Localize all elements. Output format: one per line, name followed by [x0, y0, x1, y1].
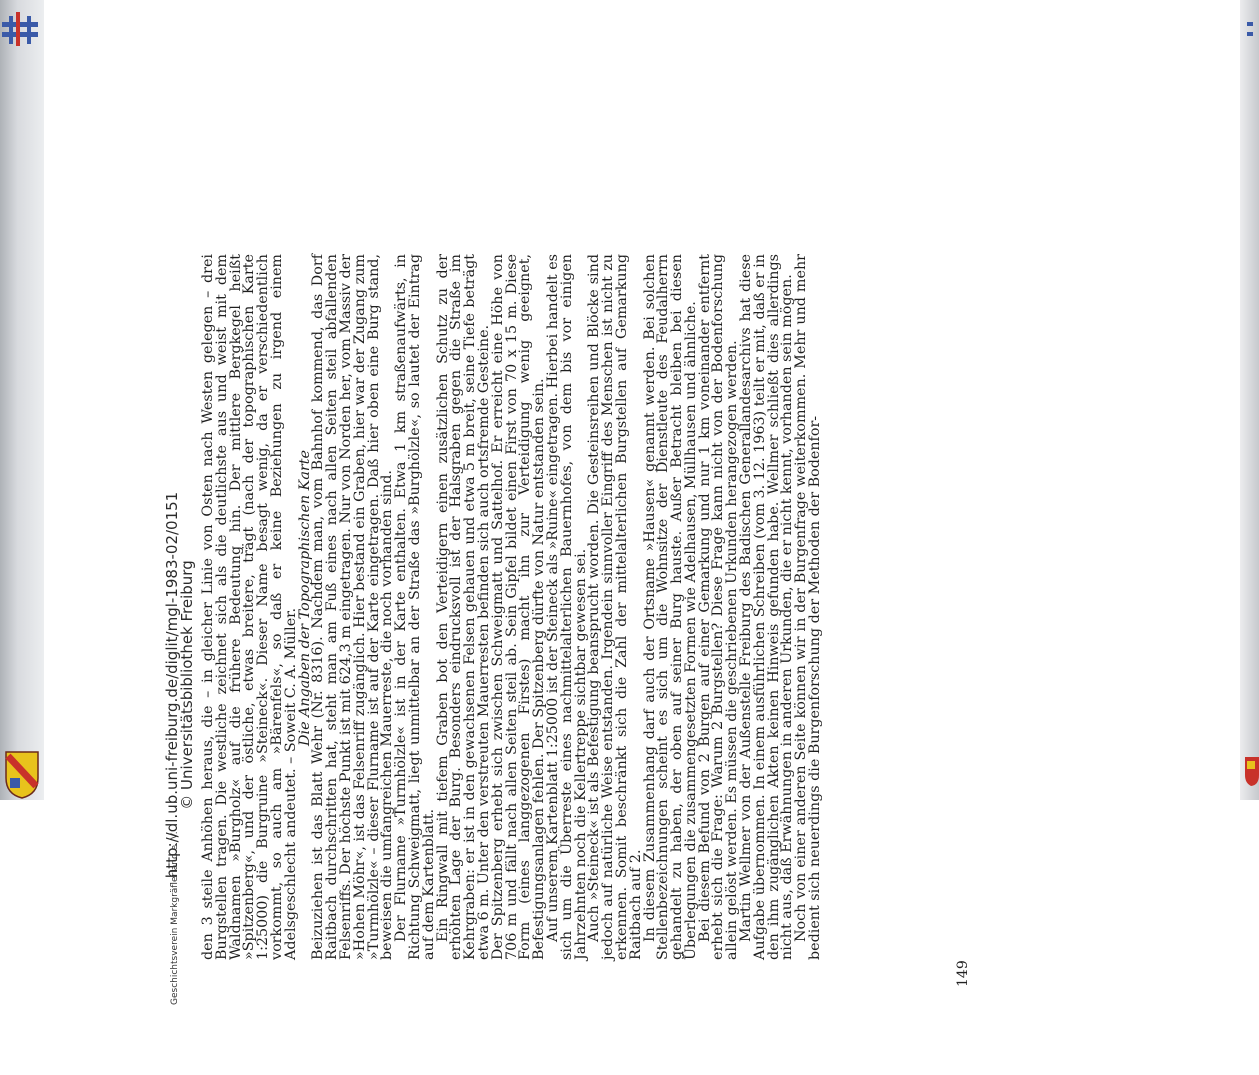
paragraph: Noch von einer anderen Seite können wir in der Burgenfrage weiterkommen. Mehr und mehr bedient sich neuerdings die Burgenforschung der Methoden der Bodenfor- [793, 254, 824, 960]
viewer-right-margin [1240, 0, 1259, 800]
page-body-text [202, 254, 823, 960]
right-crest-fragment-icon [1245, 755, 1259, 787]
right-logo-fragment-icon [1246, 20, 1254, 40]
paragraph: Ein Ringwall mit tiefem Graben bot den Verteidigern einen zusätzlichen Schutz zu der erhöhten Lage der Burg. Besonders eindrucksvoll ist der Halsgraben gegen die Straße im Kehrgraben: er ist in den gewachsenen Felsen gehauen und etwa 5 m breit, seine Tiefe beträgt etwa 6 m. Unter den verstreuten Mauerresten befinden sich auch ortsfremde Gesteine. [434, 254, 492, 960]
viewer-left-margin [0, 0, 44, 800]
coat-of-arms-icon [4, 748, 40, 800]
paragraph: Der Flurname »Turmhölzle« ist in der Karte enthalten. Etwa 1 km straßenaufwärts, in Richtung Schweigmatt, liegt unmittelbar an der Straße das »Burghölzle«, so lautet der Eintrag auf dem Kartenblatt. [393, 254, 437, 960]
rotated-scan-page [128, 225, 1128, 1075]
paragraph: Auch »Steineck« ist als Befestigung beansprucht worden. Die Gesteinsreihen und Blöcke sind jedoch auf natürliche Weise entstanden. Irgendein sinnvoller Eingriff des Menschen ist nicht zu erkennen. Somit beschränkt sich die Zahl der mittelalterlichen Burgstellen auf Gemarkung Raitbach auf 2. [586, 254, 644, 960]
page-number: 149 [955, 960, 971, 987]
paragraph: Der Spitzenberg erhebt sich zwischen Schweigmatt und Sattelhof. Er erreicht eine Höhe von 706 m und fällt nach allen Seiten steil ab. Sein Gipfel bildet einen First von 70 x 15 m. Diese Form (eines langgezogenen Firstes) macht ihn zur Verteidigung wenig geeignet, Befestigungsanlagen fehlen. Der Spitzenberg dürfte von Natur entstanden sein. [489, 254, 548, 960]
paragraph: In diesem Zusammenhang darf auch der Ortsname »Hausen« genannt werden. Bei solchen Stellenbezeichnungen scheint es sich um die Wohnsitze der Dienstleute des Feudalherrn gehandelt zu haben, der oben auf seiner Burg hauste. Außer Betracht bleiben bei diesen Überlegungen die zusammengesetzten Formen wie Adelhausen, Müllhausen und ähnliche. [641, 254, 699, 960]
paragraph: Auf unserem Kartenblatt 1:25000 ist der Steineck als »Ruine« eingetragen. Hierbei handelt es sich um die Überreste eines nachmittelalterlichen Bauernhofes, von dem bis vor einigen Jahrzehnten noch die Kellertreppe sichtbar gewesen sei. [544, 254, 589, 960]
paragraph: Bei diesem Befund von 2 Burgen auf einer Gemarkung und nur 1 km voneinander entfernt erhebt sich die Frage: Warum 2 Burgstellen? Diese Frage kann nicht von der Bodenforschung allein gelöst werden. Es müssen die geschriebenen Urkunden herangezogen werden. [696, 254, 741, 960]
viewer-url-text[interactable]: http://dl.ub.uni-freiburg.de/diglit/mgl-1983-02/0151 [163, 491, 181, 879]
copyright-text: © Universitätsbibliothek Freiburg [178, 560, 196, 810]
section-heading: Die Angaben der Topographischen Karte [296, 450, 313, 746]
ub-freiburg-logo-icon[interactable] [2, 10, 38, 50]
paragraph: den 3 steile Anhöhen heraus, die – in gleicher Linie von Osten nach Westen gelegen – drei Burgstellen tragen. Die westliche zeichnet sich als die deutlichste aus und weist mit dem Waldnamen »Burgholz« auf die frühere Bedeutung hin. Der mittlere Bergkegel heißt »Spitzenberg«, und der östliche, etwas breitere, trägt (nach der topographischen Karte 1:25000) die Burgruine »Steineck«. Dieser Name besagt wenig, da er verschiedentlich vorkommt, so auch am »Bärenfels«, so daß er keine Beziehungen zu irgend einem Adelsgeschlecht andeutet. – Soweit C. A. Müller. [200, 254, 299, 960]
society-label: Geschichtsverein Markgräflerland e. V. [170, 831, 180, 1005]
paragraph: Beizuziehen ist das Blatt Wehr (Nr. 8316). Nachdem man, vom Bahnhof kommend, das Dorf Raitbach durchschritten hat, steht man am Fuß eines nach allen Seiten steil abfallenden Felsenriffs. Der höchste Punkt ist mit 624,3 m eingetragen. Nur von Norden her, vom Massiv der »Hohen Möhr«, ist das Felsenriff zugänglich. Hier bestand ein Graben, hier war der Zugang zum »Turmhölzle« – dieser Flurname ist auf der Karte eingetragen. Daß hier oben eine Burg stand, beweisen die umfangreichen Mauerreste, die noch vorhanden sind. [310, 254, 396, 960]
paragraph: Martin Wellmer von der Außenstelle Freiburg des Badischen Generallandesarchivs hat diese Aufgabe übernommen. In einem ausführlichen Schreiben (vom 3. 12. 1963) teilt er mit, daß er in den ihm zugänglichen Akten keinen Hinweis gefunden habe. Wellmer schließt dies allerdings nicht aus, daß Erwähnungen in anderen Urkunden, die er nicht kennt, vorhanden sein mögen. [738, 254, 796, 960]
